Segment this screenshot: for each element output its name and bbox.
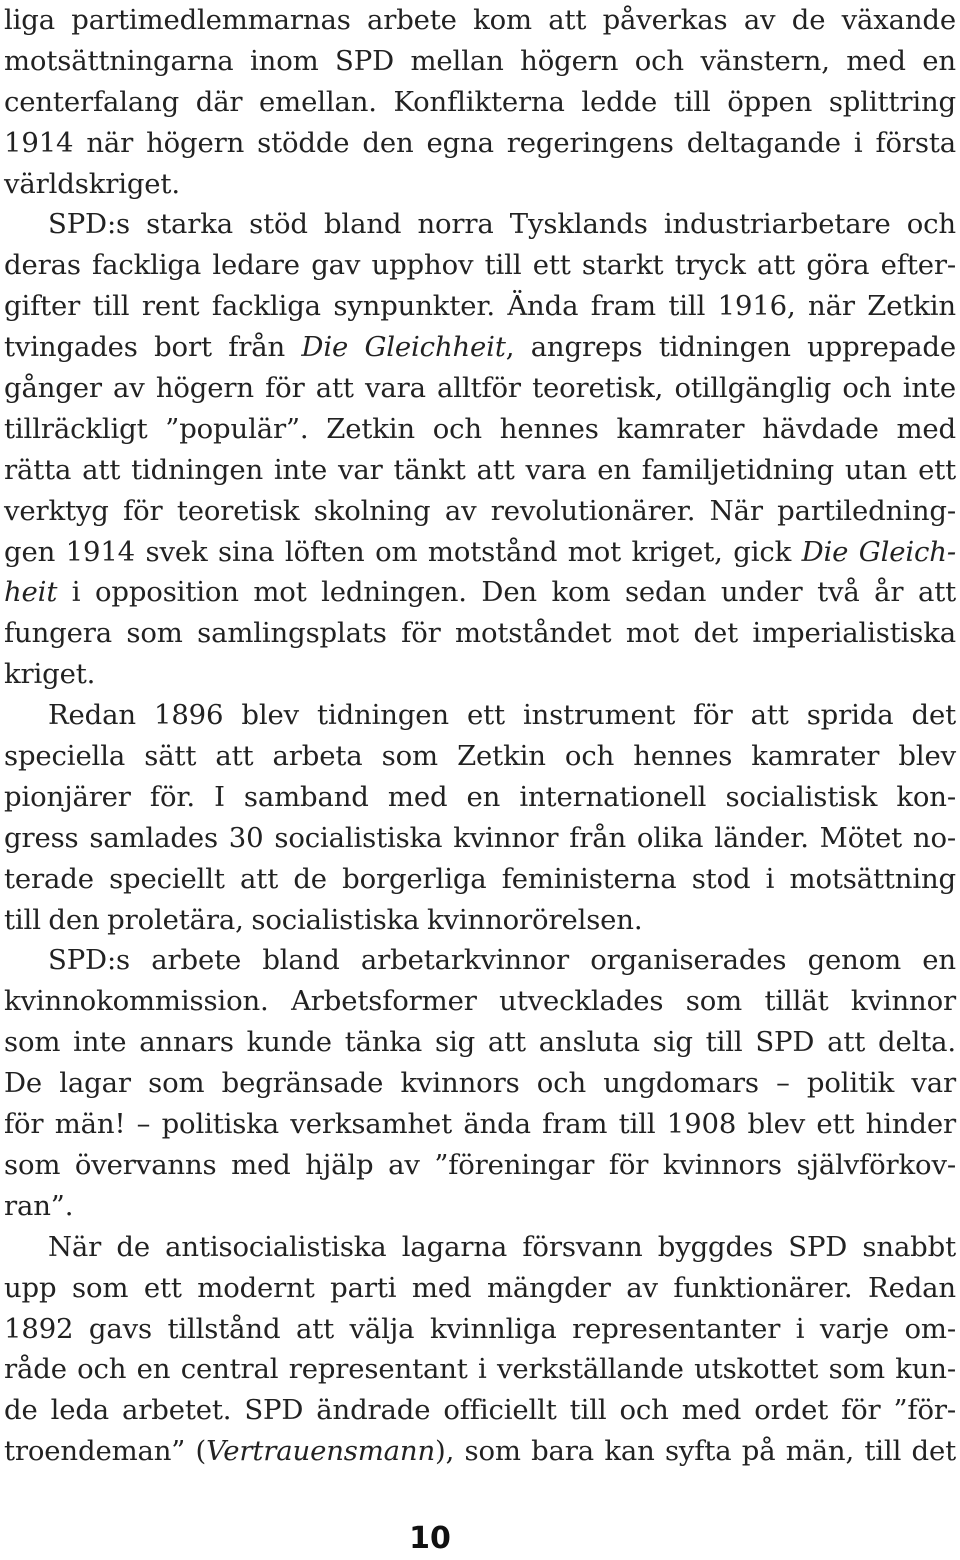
text-line: för män! – politiska verksamhet ända fram till 1908 blev ett hinder <box>4 1108 956 1141</box>
text-line: De lagar som begränsade kvinnors och ungdomars – politik var <box>4 1067 956 1100</box>
text-line: motsättningarna inom SPD mellan högern och vänstern, med en <box>4 44 956 77</box>
text-line: gen 1914 svek sina löften om motstånd mot kriget, gick Die Gleich- <box>4 535 956 568</box>
text-line: kvinnokommission. Arbetsformer utvecklades som tillät kvinnor <box>4 985 956 1018</box>
text-line: deras fackliga ledare gav upphov till ett starkt tryck att göra efter- <box>4 249 956 282</box>
body-text <box>4 0 956 1472</box>
text-line: heit i opposition mot ledningen. Den kom sedan under två år att <box>4 576 956 609</box>
text-line: 1914 när högern stödde den egna regeringens deltagande i första <box>4 126 956 159</box>
text-line: som övervanns med hjälp av ”föreningar för kvinnors självförkov- <box>4 1148 956 1181</box>
text-line: troendeman” (Vertrauensmann), som bara kan syfta på män, till det <box>4 1435 956 1468</box>
text-line: terade speciellt att de borgerliga feministerna stod i motsättning <box>4 862 956 895</box>
text-line: gress samlades 30 socialistiska kvinnor från olika länder. Mötet no- <box>4 821 956 854</box>
text-line: till den proletära, socialistiska kvinnorörelsen. <box>4 903 643 936</box>
text-line: 1892 gavs tillstånd att välja kvinnliga representanter i varje om- <box>4 1312 956 1345</box>
text-line: som inte annars kunde tänka sig att ansluta sig till SPD att delta. <box>4 1026 956 1059</box>
text-line: gifter till rent fackliga synpunkter. Ända fram till 1916, när Zetkin <box>4 290 956 323</box>
paragraph <box>4 940 956 1226</box>
text-line: pionjärer för. I samband med en internationell socialistisk kon- <box>4 780 956 813</box>
text-line: SPD:s arbete bland arbetarkvinnor organiserades genom en <box>48 944 956 977</box>
text-line: fungera som samlingsplats för motståndet mot det imperialistiska <box>4 617 956 650</box>
text-line: Redan 1896 blev tidningen ett instrument för att sprida det <box>48 699 956 732</box>
paragraph <box>4 695 956 940</box>
text-line: verktyg för teoretisk skolning av revolutionärer. När partiledning- <box>4 494 956 527</box>
text-line: världskriget. <box>4 167 180 200</box>
text-line: SPD:s starka stöd bland norra Tysklands industriarbetare och <box>48 208 956 241</box>
paragraph <box>4 0 956 204</box>
text-line: de leda arbetet. SPD ändrade officiellt till och med ordet för ”för- <box>4 1394 956 1427</box>
text-line: råde och en central representant i verkställande utskottet som kun- <box>4 1353 956 1386</box>
paragraph <box>4 1227 956 1472</box>
text-line: När de antisocialistiska lagarna försvann byggdes SPD snabbt <box>48 1230 956 1263</box>
text-line: tillräckligt ”populär”. Zetkin och hennes kamrater hävdade med <box>4 412 956 445</box>
text-line: liga partimedlemmarnas arbete kom att påverkas av de växande <box>4 4 956 36</box>
text-line: tvingades bort från Die Gleichheit, angreps tidningen upprepade <box>4 331 956 364</box>
text-line: gånger av högern för att vara alltför teoretisk, otillgänglig och inte <box>4 372 956 405</box>
page-number: 10 <box>409 1521 451 1556</box>
text-line: rätta att tidningen inte var tänkt att vara en familjetidning utan ett <box>4 453 956 486</box>
text-line: upp som ett modernt parti med mängder av funktionärer. Redan <box>4 1271 956 1304</box>
text-line: speciella sätt att arbeta som Zetkin och hennes kamrater blev <box>4 740 956 773</box>
paragraph <box>4 204 956 695</box>
text-line: ran”. <box>4 1189 74 1222</box>
text-line: kriget. <box>4 658 96 691</box>
text-line: centerfalang där emellan. Konflikterna ledde till öppen splittring <box>4 85 956 118</box>
